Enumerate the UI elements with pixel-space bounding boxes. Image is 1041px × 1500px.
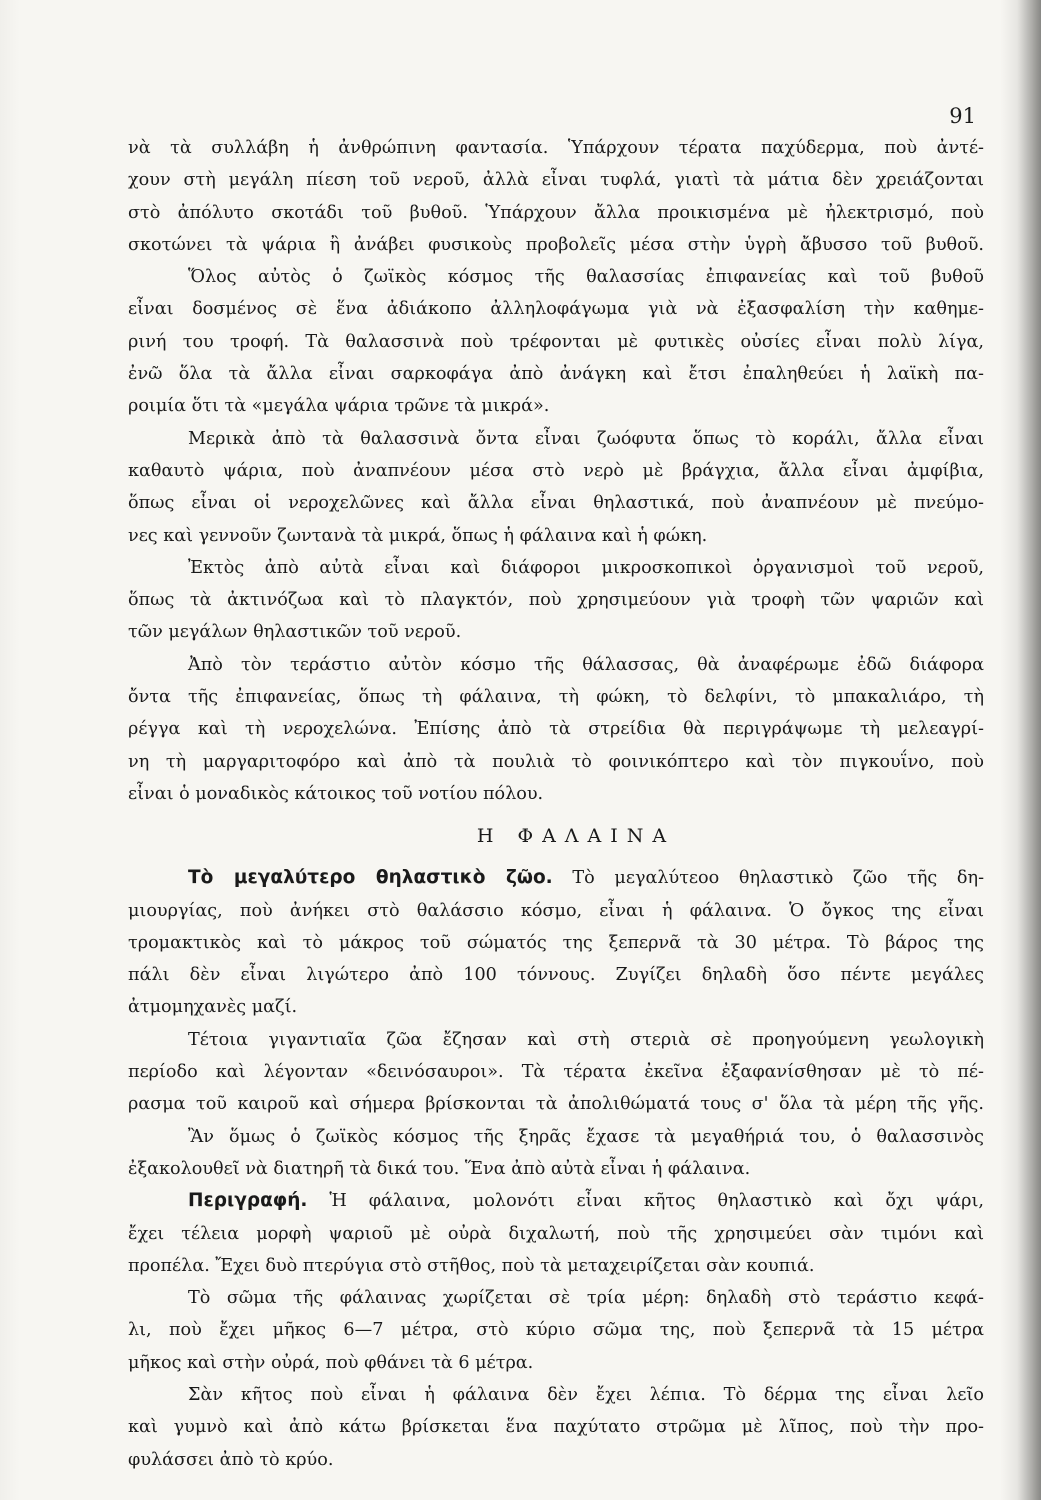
text-line (128, 358, 984, 390)
text-line (128, 390, 984, 422)
line-text: νες καὶ γεννοῦν ζωντανὰ τὰ μικρά, ὅπως ἡ φάλαινα καὶ ἡ φώκη. (128, 525, 708, 546)
text-line (128, 552, 984, 584)
text-line (128, 1250, 984, 1282)
line-text: ὄντα τῆς ἐπιφανείας, ὅπως τὴ φάλαινα, τὴ φώκη, τὸ δελφίνι, τὸ μπακαλιάρο, τὴ (128, 687, 984, 708)
line-text: Ἂν ὅμως ὁ ζωϊκὸς κόσμος τῆς ξηρᾶς ἔχασε τὰ μεγαθήριά του, ὁ θαλασσινὸς (188, 1126, 984, 1147)
line-text: Τὸ μεγαλύτεοο θηλαστικὸ ζῶο τῆς δη- (552, 868, 984, 889)
line-text: μιουργίας, ποὺ ἀνήκει στὸ θαλάσσιο κόσμο, εἶναι ἡ φάλαινα. Ὁ ὄγκος της εἶναι (128, 900, 984, 921)
text-line (128, 520, 984, 552)
line-text: Ὅλος αὐτὸς ὁ ζωϊκὸς κόσμος τῆς θαλασσίας ἐπιφανείας καὶ τοῦ βυθοῦ (188, 267, 984, 288)
line-text: ροιμία ὅτι τὰ «μεγάλα ψάρια τρῶνε τὰ μικρά». (128, 396, 550, 417)
text-line (128, 423, 984, 455)
line-text: περίοδο καὶ λέγονταν «δεινόσαυροι». Τὰ τέρατα ἐκεῖνα ἐξαφανίσθησαν μὲ τὸ πέ- (128, 1062, 984, 1083)
line-text: ἐνῶ ὅλα τὰ ἄλλα εἶναι σαρκοφάγα ἀπὸ ἀνάγκη καὶ ἔτσι ἐπαληθεύει ἡ λαϊκὴ πα- (128, 364, 984, 385)
line-text: λι, ποὺ ἔχει μῆκος 6—7 μέτρα, στὸ κύριο σῶμα της, ποὺ ξεπερνᾶ τὰ 15 μέτρα (128, 1320, 984, 1341)
line-text: πάλι δὲν εἶναι λιγώτερο ἀπὸ 100 τόννους. Ζυγίζει δηλαδὴ ὅσο πέντε μεγάλες (128, 965, 984, 986)
line-text: ὅπως τὰ ἀκτινόζωα καὶ τὸ πλαγκτόν, ποὺ χρησιμεύουν γιὰ τροφὴ τῶν ψαριῶν καὶ (128, 590, 984, 611)
text-line (128, 1088, 984, 1120)
line-text: φυλάσσει ἀπὸ τὸ κρύο. (128, 1449, 334, 1470)
text-line (128, 1153, 984, 1185)
line-text: Σὰν κῆτος ποὺ εἶναι ἡ φάλαινα δὲν ἔχει λέπια. Τὸ δέρμα της εἶναι λεῖο (188, 1384, 984, 1405)
line-text: προπέλα. Ἔχει δυὸ πτερύγια στὸ στῆθος, ποὺ τὰ μεταχειρίζεται σὰν κουπιά. (128, 1255, 815, 1276)
line-text: σκοτώνει τὰ ψάρια ἢ ἀνάβει φυσικοὺς προβολεῖς μέσα στὴν ὑγρὴ ἄβυσσο τοῦ βυθοῦ. (128, 234, 984, 255)
line-text: Ἐκτὸς ἀπὸ αὐτὰ εἶναι καὶ διάφοροι μικροσκοπικοὶ ὀργανισμοὶ τοῦ νεροῦ, (188, 557, 984, 578)
text-line (128, 681, 984, 713)
text-line (128, 487, 984, 519)
text-line (128, 1411, 984, 1443)
body-text (128, 132, 984, 1476)
text-line (128, 326, 984, 358)
line-text: Ἡ φάλαινα, μολονότι εἶναι κῆτος θηλαστικὸ καὶ ὄχι ψάρι, (307, 1191, 984, 1212)
text-line (128, 616, 984, 648)
text-line (128, 455, 984, 487)
line-text: ὅπως εἶναι οἱ νεροχελῶνες καὶ ἄλλα εἶναι θηλαστικά, ποὺ ἀναπνέουν μὲ πνεύμο- (128, 493, 984, 514)
text-line (128, 261, 984, 293)
text-line (128, 927, 984, 959)
text-line (128, 293, 984, 325)
text-line (128, 1218, 984, 1250)
line-text: ἔχει τέλεια μορφὴ ψαριοῦ μὲ οὐρὰ διχαλωτή, ποὺ τῆς χρησιμεύει σὰν τιμόνι καὶ (128, 1223, 984, 1244)
text-line (128, 778, 984, 810)
line-text: νη τὴ μαργαριτοφόρο καὶ ἀπὸ τὰ πουλιὰ τὸ φοινικόπτερο καὶ τὸν πιγκουΐνο, ποὺ (128, 751, 984, 772)
text-line (128, 991, 984, 1023)
text-line (128, 1185, 984, 1217)
text-line (128, 959, 984, 991)
text-line (128, 132, 984, 164)
text-line (128, 746, 984, 778)
text-line (128, 584, 984, 616)
text-line (128, 1314, 984, 1346)
bold-run-in-heading: Περιγραφή. (188, 1190, 308, 1212)
text-line (128, 164, 984, 196)
text-line (128, 713, 984, 745)
page-number: 91 (949, 104, 976, 128)
line-text: ἀτμομηχανὲς μαζί. (128, 997, 298, 1018)
text-line (128, 649, 984, 681)
line-text: Ἀπὸ τὸν τεράστιο αὐτὸν κόσμο τῆς θάλασσας, θὰ ἀναφέρωμε ἐδῶ διάφορα (188, 654, 984, 675)
text-line (128, 895, 984, 927)
line-text: Τέτοια γιγαντιαῖα ζῶα ἔζησαν καὶ στὴ στεριὰ σὲ προηγούμενη γεωλογικὴ (188, 1029, 984, 1050)
text-line (128, 1024, 984, 1056)
line-text: ρινή του τροφή. Τὰ θαλασσινὰ ποὺ τρέφονται μὲ φυτικὲς οὐσίες εἶναι πολὺ λίγα, (128, 331, 984, 352)
line-text: Τὸ σῶμα τῆς φάλαινας χωρίζεται σὲ τρία μέρη: δηλαδὴ στὸ τεράστιο κεφά- (188, 1288, 984, 1309)
line-text: στὸ ἀπόλυτο σκοτάδι τοῦ βυθοῦ. Ὑπάρχουν ἄλλα προικισμένα μὲ ἠλεκτρισμό, ποὺ (128, 202, 984, 223)
line-text: ρέγγα καὶ τὴ νεροχελώνα. Ἐπίσης ἀπὸ τὰ στρείδια θὰ περιγράψωμε τὴ μελεαγρί- (128, 719, 984, 740)
line-text: μῆκος καὶ στὴν οὐρά, ποὺ φθάνει τὰ 6 μέτρα. (128, 1352, 534, 1373)
section-heading: Η ΦΑΛΑΙΝΑ (476, 825, 676, 848)
text-line (128, 229, 984, 261)
line-text: καὶ γυμνὸ καὶ ἀπὸ κάτω βρίσκεται ἕνα παχύτατο στρῶμα μὲ λῖπος, ποὺ τὴν προ- (128, 1417, 984, 1438)
text-line (128, 1347, 984, 1379)
text-line (128, 1121, 984, 1153)
bold-run-in-heading: Τὸ μεγαλύτερο θηλαστικὸ ζῶο. (188, 867, 553, 889)
line-text: ρασμα τοῦ καιροῦ καὶ σήμερα βρίσκονται τὰ ἀπολιθώματά τους σ' ὅλα τὰ μέρη τῆς γῆς. (128, 1094, 984, 1115)
line-text: νὰ τὰ συλλάβη ἡ ἀνθρώπινη φαντασία. Ὑπάρχουν τέρατα παχύδερμα, ποὺ ἀντέ- (128, 138, 984, 158)
text-line (128, 1444, 984, 1476)
text-line (128, 1056, 984, 1088)
line-text: εἶναι ὁ μοναδικὸς κάτοικος τοῦ νοτίου πόλου. (128, 783, 544, 804)
page-edge-shadow (1017, 0, 1041, 1500)
text-line (128, 1282, 984, 1314)
line-text: χουν στὴ μεγάλη πίεση τοῦ νεροῦ, ἀλλὰ εἶναι τυφλά, γιατὶ τὰ μάτια δὲν χρειάζονται (128, 170, 984, 191)
line-text: εἶναι δοσμένος σὲ ἕνα ἀδιάκοπο ἀλληλοφάγωμα γιὰ νὰ ἐξασφαλίση τὴν καθημε- (128, 299, 984, 320)
line-text: τρομακτικὸς καὶ τὸ μάκρος τοῦ σώματός της ξεπερνᾶ τὰ 30 μέτρα. Τὸ βάρος της (128, 932, 984, 953)
line-text: τῶν μεγάλων θηλαστικῶν τοῦ νεροῦ. (128, 622, 462, 643)
line-text: καθαυτὸ ψάρια, ποὺ ἀναπνέουν μέσα στὸ νερὸ μὲ βράγχια, ἄλλα εἶναι ἀμφίβια, (128, 460, 984, 481)
line-text: Μερικὰ ἀπὸ τὰ θαλασσινὰ ὄντα εἶναι ζωόφυτα ὅπως τὸ κοράλι, ἄλλα εἶναι (188, 428, 984, 449)
text-line (128, 862, 984, 894)
text-line (128, 1379, 984, 1411)
line-text: ἐξακολουθεῖ νὰ διατηρῆ τὰ δικά του. Ἕνα ἀπὸ αὐτὰ εἶναι ἡ φάλαινα. (128, 1158, 751, 1179)
text-line (128, 197, 984, 229)
